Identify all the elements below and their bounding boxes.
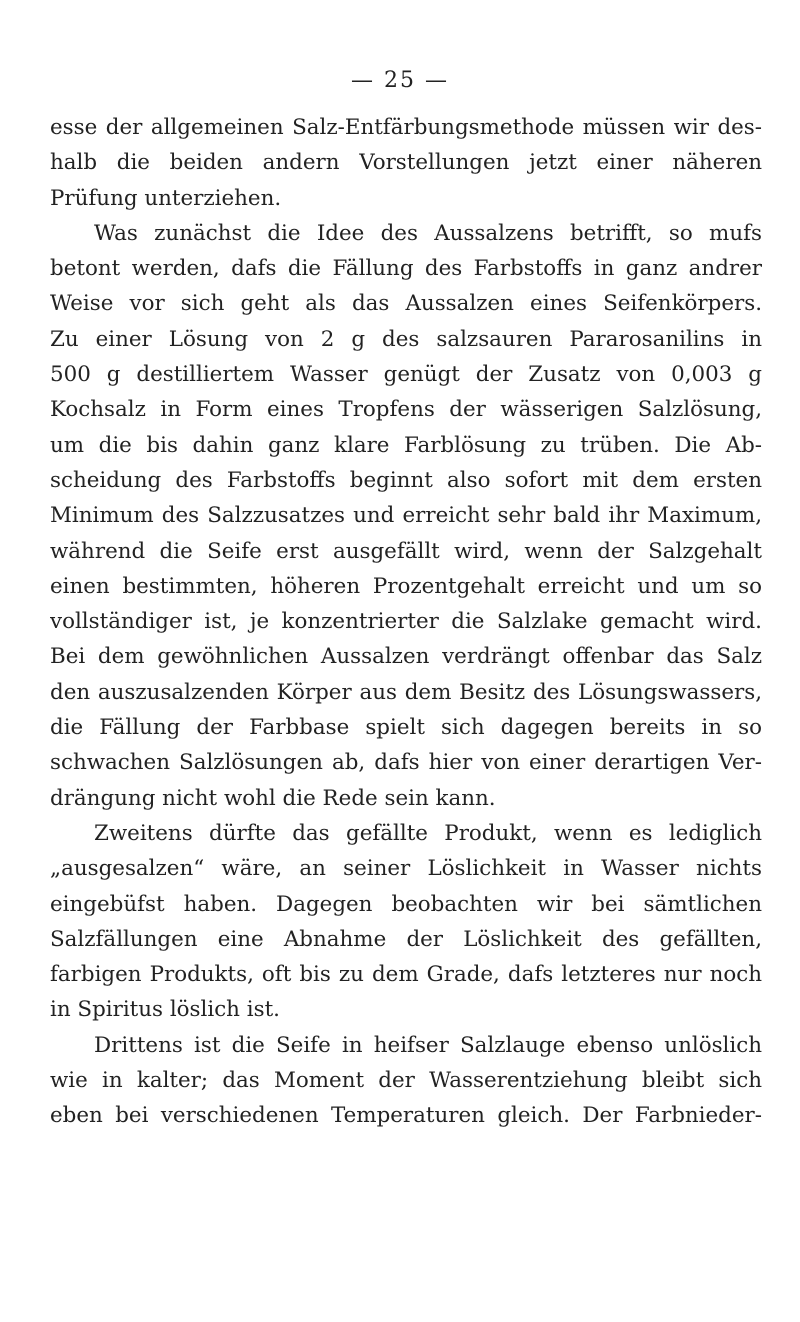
text-line: eingebüfst haben. Dagegen beobachten wir bei sämtlichen bbox=[50, 891, 762, 917]
text-line: drängung nicht wohl die Rede sein kann. bbox=[50, 785, 496, 811]
text-line: Weise vor sich geht als das Aussalzen eines Seifenkörpers. bbox=[50, 291, 762, 317]
text-line: Minimum des Salzzusatzes und erreicht sehr bald ihr Maximum, bbox=[50, 503, 762, 529]
text-line: Was zunächst die Idee des Aussalzens betrifft, so mufs bbox=[94, 220, 762, 246]
text-line: um die bis dahin ganz klare Farblösung zu trüben. Die Ab- bbox=[50, 432, 762, 458]
text-line: Drittens ist die Seife in heifser Salzlauge ebenso unlöslich bbox=[94, 1032, 762, 1058]
text-line: Salzfällungen eine Abnahme der Löslichkeit des gefällten, bbox=[50, 926, 762, 952]
text-line: in Spiritus löslich ist. bbox=[50, 997, 280, 1023]
text-line: Bei dem gewöhnlichen Aussalzen verdrängt offenbar das Salz bbox=[50, 644, 762, 670]
text-line: scheidung des Farbstoffs beginnt also sofort mit dem ersten bbox=[50, 467, 762, 493]
text-line: schwachen Salzlösungen ab, dafs hier von einer derartigen Ver- bbox=[50, 750, 762, 776]
paragraph-3 bbox=[50, 816, 762, 1028]
text-line: einen bestimmten, höheren Prozentgehalt erreicht und um so bbox=[50, 573, 762, 599]
text-line: halb die beiden andern Vorstellungen jetzt einer näheren bbox=[50, 150, 762, 176]
text-line: während die Seife erst ausgefällt wird, wenn der Salzgehalt bbox=[50, 538, 762, 564]
body-text bbox=[50, 110, 762, 1134]
text-line: betont werden, dafs die Fällung des Farbstoffs in ganz andrer bbox=[50, 256, 762, 282]
text-line: Zweitens dürfte das gefällte Produkt, wenn es lediglich bbox=[94, 820, 762, 846]
text-line: Zu einer Lösung von 2 g des salzsauren Pararosanilins in bbox=[50, 326, 762, 352]
text-line: Kochsalz in Form eines Tropfens der wässerigen Salzlösung, bbox=[50, 397, 762, 423]
page-number: — 25 — bbox=[351, 68, 449, 93]
text-line: esse der allgemeinen Salz-Entfärbungsmethode müssen wir des- bbox=[50, 115, 762, 140]
text-line: vollständiger ist, je konzentrierter die Salzlake gemacht wird. bbox=[50, 609, 762, 635]
text-line: die Fällung der Farbbase spielt sich dagegen bereits in so bbox=[50, 715, 762, 741]
text-line: 500 g destilliertem Wasser genügt der Zusatz von 0,003 g bbox=[50, 362, 762, 388]
text-line: den auszusalzenden Körper aus dem Besitz des Lösungswassers, bbox=[50, 679, 762, 705]
text-line: farbigen Produkts, oft bis zu dem Grade, dafs letzteres nur noch bbox=[50, 962, 762, 988]
paragraph-2 bbox=[50, 216, 762, 816]
text-line: Prüfung unterziehen. bbox=[50, 185, 282, 211]
paragraph-1 bbox=[50, 110, 762, 216]
text-line: wie in kalter; das Moment der Wasserentziehung bleibt sich bbox=[50, 1068, 762, 1094]
text-line: eben bei verschiedenen Temperaturen gleich. Der Farbnieder- bbox=[50, 1103, 762, 1129]
text-line: „ausgesalzen“ wäre, an seiner Löslichkeit in Wasser nichts bbox=[50, 856, 762, 882]
paragraph-4 bbox=[50, 1028, 762, 1134]
